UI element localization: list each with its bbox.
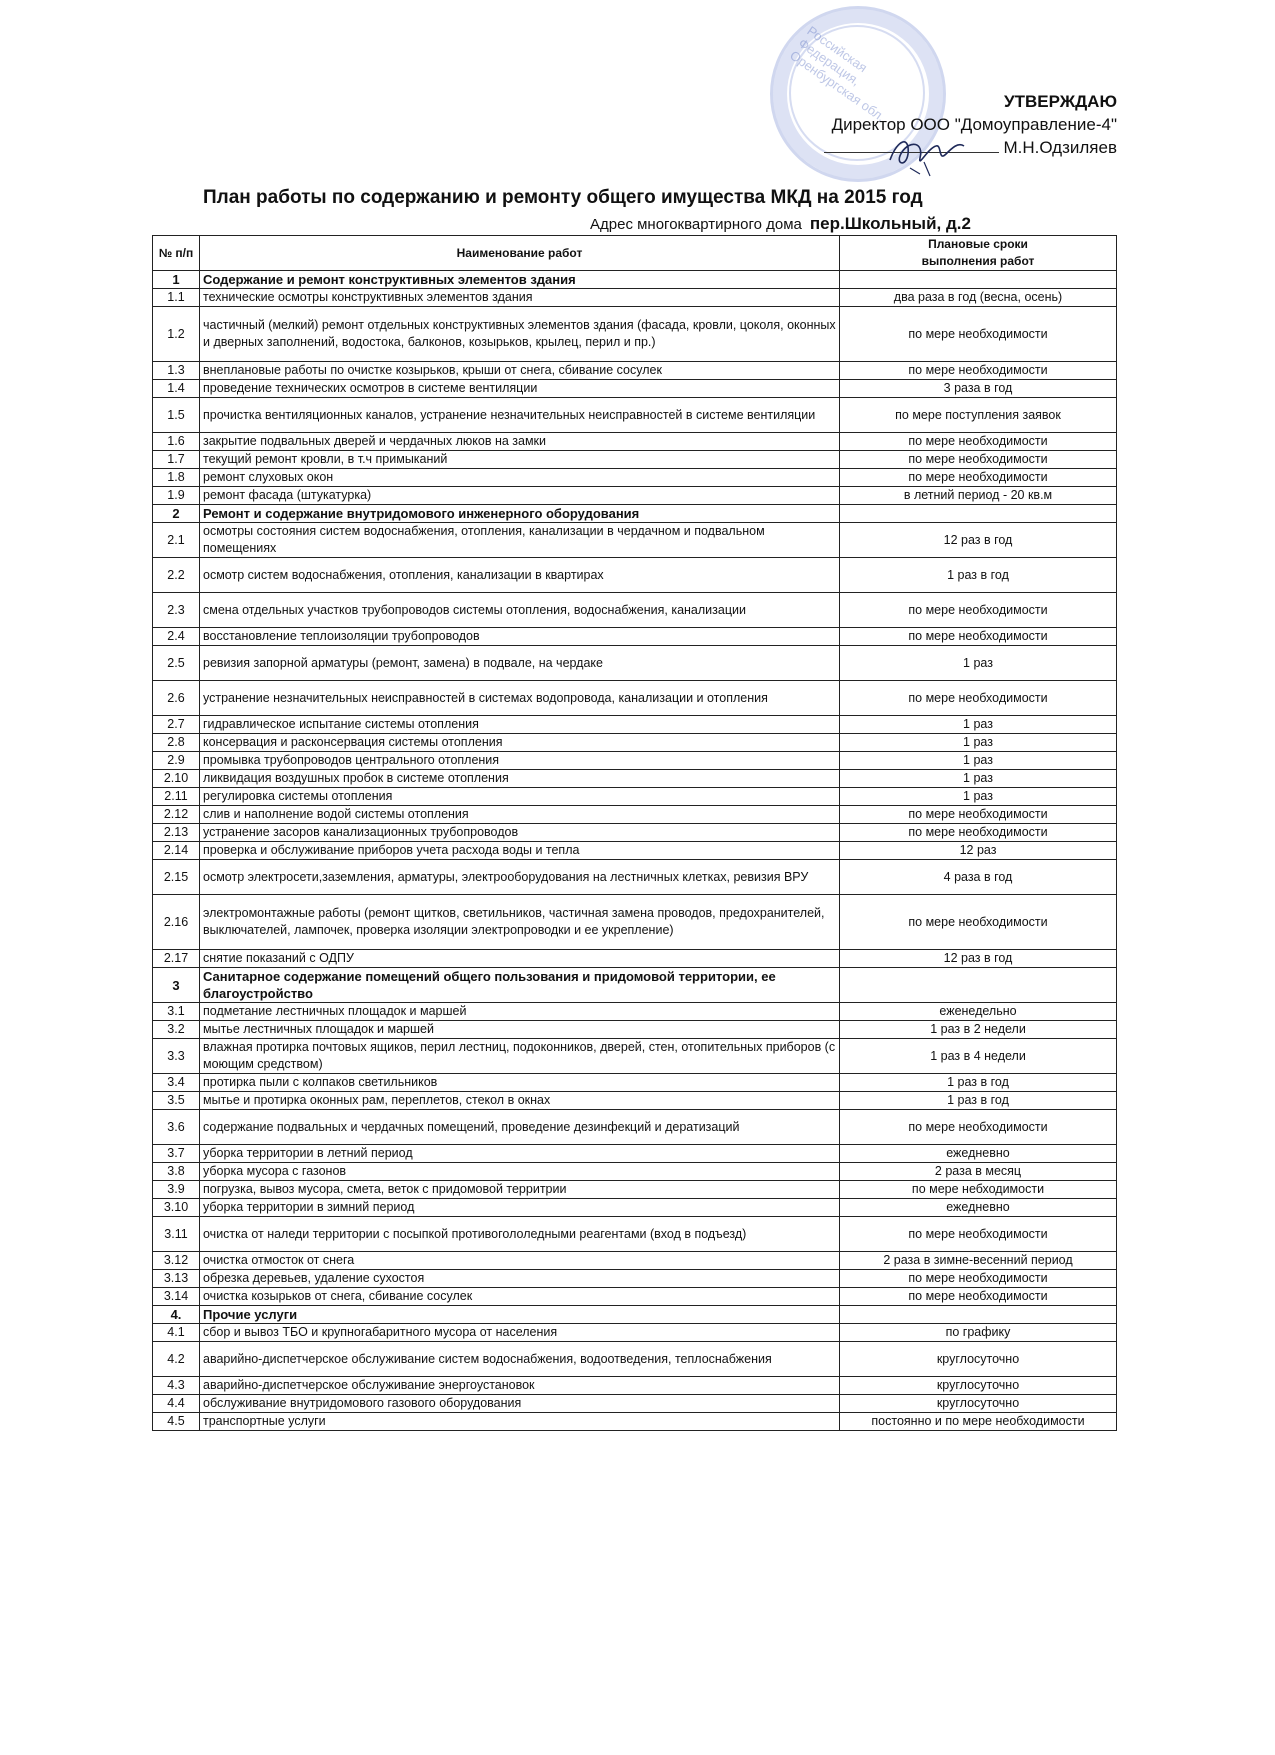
row-number: 3.11 bbox=[153, 1217, 200, 1252]
row-number: 1.3 bbox=[153, 362, 200, 380]
row-term: 1 раз bbox=[840, 716, 1117, 734]
row-work: аварийно-диспетчерское обслуживание энергоустановок bbox=[200, 1377, 840, 1395]
table-row bbox=[153, 1021, 1117, 1039]
row-term: 1 раз в 4 недели bbox=[840, 1039, 1117, 1074]
row-term: круглосуточно bbox=[840, 1342, 1117, 1377]
row-term: 1 раз bbox=[840, 788, 1117, 806]
table-row bbox=[153, 824, 1117, 842]
row-number: 2.7 bbox=[153, 716, 200, 734]
works-table-body bbox=[153, 271, 1117, 1431]
row-number: 2.17 bbox=[153, 950, 200, 968]
row-number: 1.1 bbox=[153, 289, 200, 307]
row-work: уборка мусора с газонов bbox=[200, 1163, 840, 1181]
table-row bbox=[153, 895, 1117, 950]
row-term: 12 раз в год bbox=[840, 523, 1117, 558]
row-term: по мере необходимости bbox=[840, 307, 1117, 362]
row-term: 1 раз bbox=[840, 770, 1117, 788]
table-row bbox=[153, 1270, 1117, 1288]
row-work: сбор и вывоз ТБО и крупногабаритного мусора от населения bbox=[200, 1324, 840, 1342]
row-term: по мере необходимости bbox=[840, 451, 1117, 469]
row-term: по графику bbox=[840, 1324, 1117, 1342]
row-number: 3.4 bbox=[153, 1074, 200, 1092]
row-work: уборка территории в летний период bbox=[200, 1145, 840, 1163]
section-row bbox=[153, 505, 1117, 523]
row-number: 2.8 bbox=[153, 734, 200, 752]
row-number: 2.6 bbox=[153, 681, 200, 716]
row-work: частичный (мелкий) ремонт отдельных конструктивных элементов здания (фасада, кровли, цоколя, оконных и дверных заполнений, водостока, балконов, козырьков, крылец, перил и пр.) bbox=[200, 307, 840, 362]
row-work: устранение незначительных неисправностей в системах водопровода, канализации и отопления bbox=[200, 681, 840, 716]
table-header-row bbox=[153, 236, 1117, 271]
row-number: 3.6 bbox=[153, 1110, 200, 1145]
row-term: 2 раза в зимне-весенний период bbox=[840, 1252, 1117, 1270]
table-row bbox=[153, 806, 1117, 824]
row-work: Ремонт и содержание внутридомового инженерного оборудования bbox=[200, 505, 840, 523]
table-row bbox=[153, 1163, 1117, 1181]
header-term bbox=[840, 236, 1117, 271]
row-number: 2.16 bbox=[153, 895, 200, 950]
row-work: протирка пыли с колпаков светильников bbox=[200, 1074, 840, 1092]
row-term: ежедневно bbox=[840, 1199, 1117, 1217]
row-work: погрузка, вывоз мусора, смета, веток с придомовой территрии bbox=[200, 1181, 840, 1199]
row-term: по мере необходимости bbox=[840, 895, 1117, 950]
row-number: 2.14 bbox=[153, 842, 200, 860]
row-work: текущий ремонт кровли, в т.ч примыканий bbox=[200, 451, 840, 469]
row-number: 3.10 bbox=[153, 1199, 200, 1217]
row-work: содержание подвальных и чердачных помещений, проведение дезинфекций и дератизаций bbox=[200, 1110, 840, 1145]
row-work: технические осмотры конструктивных элементов здания bbox=[200, 289, 840, 307]
table-row bbox=[153, 593, 1117, 628]
stamp-text: Российская Федерация, Оренбургская обл. bbox=[787, 23, 889, 125]
table-row bbox=[153, 558, 1117, 593]
row-work: влажная протирка почтовых ящиков, перил лестниц, подоконников, дверей, стен, отопительных приборов (с моющим средством) bbox=[200, 1039, 840, 1074]
row-work: снятие показаний с ОДПУ bbox=[200, 950, 840, 968]
row-number: 3.9 bbox=[153, 1181, 200, 1199]
approval-block bbox=[824, 90, 1117, 159]
row-number: 3.3 bbox=[153, 1039, 200, 1074]
table-row bbox=[153, 716, 1117, 734]
table-row bbox=[153, 842, 1117, 860]
row-term: 1 раз в год bbox=[840, 558, 1117, 593]
table-row bbox=[153, 1074, 1117, 1092]
row-work: обрезка деревьев, удаление сухостоя bbox=[200, 1270, 840, 1288]
row-term: по мере необходимости bbox=[840, 824, 1117, 842]
table-row bbox=[153, 752, 1117, 770]
table-row bbox=[153, 1217, 1117, 1252]
row-term: 1 раз в 2 недели bbox=[840, 1021, 1117, 1039]
row-term: 1 раз bbox=[840, 752, 1117, 770]
table-row bbox=[153, 1199, 1117, 1217]
table-row bbox=[153, 950, 1117, 968]
approval-heading: УТВЕРЖДАЮ bbox=[1004, 92, 1117, 111]
row-term bbox=[840, 271, 1117, 289]
table-row bbox=[153, 1288, 1117, 1306]
row-number: 4.2 bbox=[153, 1342, 200, 1377]
table-row bbox=[153, 380, 1117, 398]
table-row bbox=[153, 628, 1117, 646]
header-work: Наименование работ bbox=[200, 236, 840, 271]
row-number: 1.2 bbox=[153, 307, 200, 362]
approval-position: Директор ООО "Домоуправление-4" bbox=[831, 115, 1117, 134]
table-row bbox=[153, 307, 1117, 362]
table-row bbox=[153, 1181, 1117, 1199]
row-number: 2.13 bbox=[153, 824, 200, 842]
row-term: 12 раз в год bbox=[840, 950, 1117, 968]
row-work: Санитарное содержание помещений общего пользования и придомовой территории, ее благоустройство bbox=[200, 968, 840, 1003]
row-work: ремонт фасада (штукатурка) bbox=[200, 487, 840, 505]
row-work: консервация и расконсервация системы отопления bbox=[200, 734, 840, 752]
document-title: План работы по содержанию и ремонту общего имущества МКД на 2015 год bbox=[203, 187, 923, 208]
row-work: проверка и обслуживание приборов учета расхода воды и тепла bbox=[200, 842, 840, 860]
row-work: ремонт слуховых окон bbox=[200, 469, 840, 487]
address-line bbox=[590, 214, 971, 234]
row-work: регулировка системы отопления bbox=[200, 788, 840, 806]
row-number: 3.2 bbox=[153, 1021, 200, 1039]
row-term: 12 раз bbox=[840, 842, 1117, 860]
row-number: 1.9 bbox=[153, 487, 200, 505]
table-row bbox=[153, 1039, 1117, 1074]
row-number: 4.3 bbox=[153, 1377, 200, 1395]
row-number: 3.12 bbox=[153, 1252, 200, 1270]
row-term bbox=[840, 505, 1117, 523]
table-row bbox=[153, 788, 1117, 806]
row-work: очистка отмосток от снега bbox=[200, 1252, 840, 1270]
row-number: 3 bbox=[153, 968, 200, 1003]
row-number: 1 bbox=[153, 271, 200, 289]
section-row bbox=[153, 968, 1117, 1003]
row-term: 1 раз bbox=[840, 646, 1117, 681]
row-number: 2.3 bbox=[153, 593, 200, 628]
row-term: по мере необходимости bbox=[840, 433, 1117, 451]
row-work: промывка трубопроводов центрального отопления bbox=[200, 752, 840, 770]
row-number: 3.5 bbox=[153, 1092, 200, 1110]
table-row bbox=[153, 681, 1117, 716]
table-row bbox=[153, 1395, 1117, 1413]
section-row bbox=[153, 271, 1117, 289]
header-term-line1: Плановые сроки bbox=[928, 237, 1028, 251]
row-term: по мере необходимости bbox=[840, 362, 1117, 380]
table-row bbox=[153, 1145, 1117, 1163]
row-number: 4.5 bbox=[153, 1413, 200, 1431]
row-number: 2.15 bbox=[153, 860, 200, 895]
table-row bbox=[153, 1092, 1117, 1110]
row-work: осмотр электросети,заземления, арматуры, электрооборудования на лестничных клетках, ревизия ВРУ bbox=[200, 860, 840, 895]
row-work: Содержание и ремонт конструктивных элементов здания bbox=[200, 271, 840, 289]
row-term: 2 раза в месяц bbox=[840, 1163, 1117, 1181]
row-term: по мере необходимости bbox=[840, 681, 1117, 716]
row-number: 1.6 bbox=[153, 433, 200, 451]
row-work: мытье и протирка оконных рам, переплетов, стекол в окнах bbox=[200, 1092, 840, 1110]
table-row bbox=[153, 523, 1117, 558]
row-number: 1.5 bbox=[153, 398, 200, 433]
table-row bbox=[153, 770, 1117, 788]
row-work: мытье лестничных площадок и маршей bbox=[200, 1021, 840, 1039]
row-term: в летний период - 20 кв.м bbox=[840, 487, 1117, 505]
row-work: Прочие услуги bbox=[200, 1306, 840, 1324]
table-row bbox=[153, 1110, 1117, 1145]
row-term: по мере необходимости bbox=[840, 593, 1117, 628]
table-row bbox=[153, 860, 1117, 895]
row-term: 1 раз в год bbox=[840, 1092, 1117, 1110]
row-work: внеплановые работы по очистке козырьков, крыши от снега, сбивание сосулек bbox=[200, 362, 840, 380]
row-work: уборка территории в зимний период bbox=[200, 1199, 840, 1217]
header-num: № п/п bbox=[153, 236, 200, 271]
row-term bbox=[840, 1306, 1117, 1324]
row-term: круглосуточно bbox=[840, 1377, 1117, 1395]
row-number: 2.5 bbox=[153, 646, 200, 681]
row-term: по мере небходимости bbox=[840, 1181, 1117, 1199]
row-work: аварийно-диспетчерское обслуживание систем водоснабжения, водоотведения, теплоснабжения bbox=[200, 1342, 840, 1377]
row-term: ежедневно bbox=[840, 1145, 1117, 1163]
row-number: 2.4 bbox=[153, 628, 200, 646]
row-work: гидравлическое испытание системы отопления bbox=[200, 716, 840, 734]
row-work: осмотры состояния систем водоснабжения, отопления, канализации в чердачном и подвальном помещениях bbox=[200, 523, 840, 558]
table-row bbox=[153, 734, 1117, 752]
row-work: очистка козырьков от снега, сбивание сосулек bbox=[200, 1288, 840, 1306]
table-row bbox=[153, 487, 1117, 505]
row-term: два раза в год (весна, осень) bbox=[840, 289, 1117, 307]
row-work: слив и наполнение водой системы отопления bbox=[200, 806, 840, 824]
table-row bbox=[153, 451, 1117, 469]
address-label: Адрес многоквартирного дома bbox=[590, 216, 802, 233]
row-work: проведение технических осмотров в системе вентиляции bbox=[200, 380, 840, 398]
row-work: ревизия запорной арматуры (ремонт, замена) в подвале, на чердаке bbox=[200, 646, 840, 681]
table-row bbox=[153, 398, 1117, 433]
table-row bbox=[153, 1324, 1117, 1342]
table-row bbox=[153, 1003, 1117, 1021]
row-work: смена отдельных участков трубопроводов системы отопления, водоснабжения, канализации bbox=[200, 593, 840, 628]
row-number: 3.13 bbox=[153, 1270, 200, 1288]
row-term: круглосуточно bbox=[840, 1395, 1117, 1413]
row-work: ликвидация воздушных пробок в системе отопления bbox=[200, 770, 840, 788]
table-row bbox=[153, 433, 1117, 451]
row-number: 2.10 bbox=[153, 770, 200, 788]
row-number: 4.4 bbox=[153, 1395, 200, 1413]
row-term: по мере необходимости bbox=[840, 806, 1117, 824]
row-number: 4.1 bbox=[153, 1324, 200, 1342]
table-row bbox=[153, 1377, 1117, 1395]
approval-signer: М.Н.Одзиляев bbox=[1003, 138, 1117, 157]
row-number: 2.12 bbox=[153, 806, 200, 824]
row-term: 4 раза в год bbox=[840, 860, 1117, 895]
row-work: осмотр систем водоснабжения, отопления, канализации в квартирах bbox=[200, 558, 840, 593]
table-row bbox=[153, 1252, 1117, 1270]
row-work: закрытие подвальных дверей и чердачных люков на замки bbox=[200, 433, 840, 451]
table-row bbox=[153, 646, 1117, 681]
row-term: постоянно и по мере необходимости bbox=[840, 1413, 1117, 1431]
signature-icon bbox=[880, 128, 970, 178]
row-work: подметание лестничных площадок и маршей bbox=[200, 1003, 840, 1021]
table-row bbox=[153, 1342, 1117, 1377]
row-term: по мере необходимости bbox=[840, 1110, 1117, 1145]
header-term-line2: выполнения работ bbox=[921, 254, 1035, 268]
row-work: устранение засоров канализационных трубопроводов bbox=[200, 824, 840, 842]
row-number: 3.14 bbox=[153, 1288, 200, 1306]
row-number: 2 bbox=[153, 505, 200, 523]
row-term: по мере необходимости bbox=[840, 1270, 1117, 1288]
table-row bbox=[153, 1413, 1117, 1431]
row-term: еженедельно bbox=[840, 1003, 1117, 1021]
table-row bbox=[153, 469, 1117, 487]
table-row bbox=[153, 289, 1117, 307]
row-term: по мере необходимости bbox=[840, 628, 1117, 646]
row-number: 3.1 bbox=[153, 1003, 200, 1021]
row-term: по мере поступления заявок bbox=[840, 398, 1117, 433]
row-term: по мере необходимости bbox=[840, 1288, 1117, 1306]
row-number: 2.2 bbox=[153, 558, 200, 593]
row-number: 2.1 bbox=[153, 523, 200, 558]
row-term: по мере необходимости bbox=[840, 469, 1117, 487]
row-work: прочистка вентиляционных каналов, устранение незначительных неисправностей в системе вентиляции bbox=[200, 398, 840, 433]
row-work: транспортные услуги bbox=[200, 1413, 840, 1431]
row-term: 3 раза в год bbox=[840, 380, 1117, 398]
section-row bbox=[153, 1306, 1117, 1324]
row-number: 2.11 bbox=[153, 788, 200, 806]
row-number: 4. bbox=[153, 1306, 200, 1324]
row-number: 3.8 bbox=[153, 1163, 200, 1181]
row-number: 2.9 bbox=[153, 752, 200, 770]
table-row bbox=[153, 362, 1117, 380]
approval-signer-line bbox=[824, 136, 1117, 159]
row-number: 3.7 bbox=[153, 1145, 200, 1163]
address-value: пер.Школьный, д.2 bbox=[809, 214, 971, 233]
row-work: электромонтажные работы (ремонт щитков, светильников, частичная замена проводов, предохранителей, выключателей, лампочек, проверка изоляции электропроводки и ее укрепление) bbox=[200, 895, 840, 950]
row-number: 1.8 bbox=[153, 469, 200, 487]
row-number: 1.4 bbox=[153, 380, 200, 398]
row-work: очистка от наледи территории с посыпкой противогололедными реагентами (вход в подъезд) bbox=[200, 1217, 840, 1252]
row-term bbox=[840, 968, 1117, 1003]
row-term: по мере необходимости bbox=[840, 1217, 1117, 1252]
row-work: восстановление теплоизоляции трубопроводов bbox=[200, 628, 840, 646]
works-table bbox=[152, 235, 1117, 1431]
row-term: 1 раз bbox=[840, 734, 1117, 752]
row-work: обслуживание внутридомового газового оборудования bbox=[200, 1395, 840, 1413]
row-term: 1 раз в год bbox=[840, 1074, 1117, 1092]
row-number: 1.7 bbox=[153, 451, 200, 469]
